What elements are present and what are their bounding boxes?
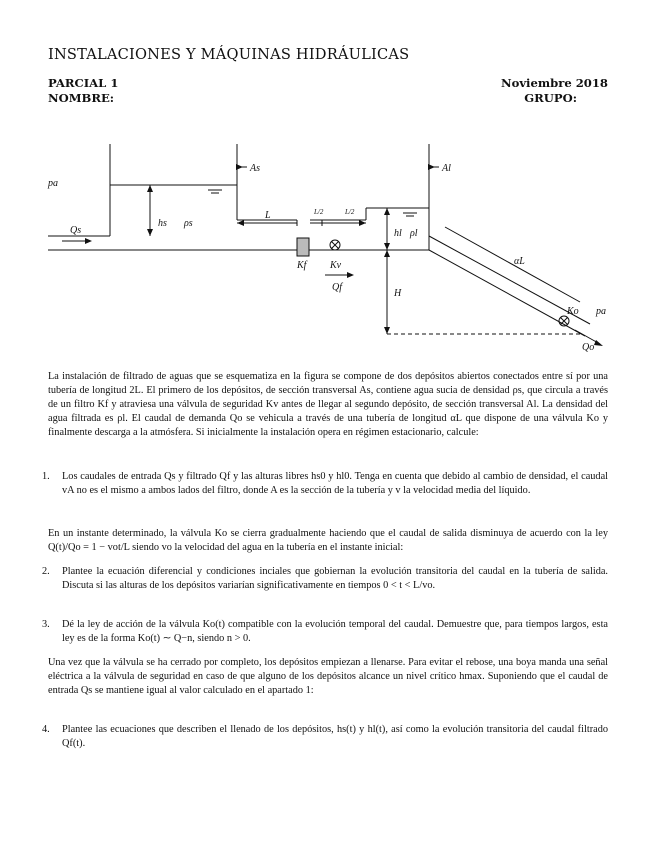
label-l: L bbox=[265, 210, 271, 221]
label-hl: hl bbox=[394, 228, 402, 239]
label-hs: hs bbox=[158, 218, 167, 229]
intro-paragraph: La instalación de filtrado de aguas que se esquematiza en la figura se compone de dos depósitos abiertos conectados entre sí por una tubería de longitud 2L. El primero de los depósitos, de sección transversal As, contiene agua sucia de densidad ρs, que circula a través de un filtro Kf y atraviesa una válvula de seguridad Kv antes de llegar al segundo depósito, de sección transversal Al. La densidad del agua filtrada es ρl. El caudal de demanda Qo se vehicula a través de una tubería de longitud αL que dispone de una válvula Ko y finalmente descarga a la atmósfera. Si inicialmente la instalación opera en régimen estacionario, calcule: bbox=[48, 371, 608, 438]
paragraph-3: Una vez que la válvula se ha cerrado por completo, los depósitos empiezan a llenarse. Para evitar el rebose, una boya manda una señal eléctrica a la válvula de seguridad en caso de que alguno de los depósitos alcance un nivel crítico hmax. Suponiendo que el caudal de entrada Qs se mantiene igual al valor calculado en el apartado 1: bbox=[48, 657, 608, 696]
label-as: As bbox=[250, 163, 260, 174]
qs-arrowhead bbox=[85, 238, 92, 244]
document-title: INSTALACIONES Y MÁQUINAS HIDRÁULICAS bbox=[48, 46, 410, 63]
outlet-pipe-top bbox=[429, 236, 590, 324]
qf-arrowhead bbox=[347, 272, 354, 278]
label-al: Al bbox=[442, 163, 451, 174]
label-l-half-1: L/2 bbox=[314, 208, 324, 216]
installation-diagram bbox=[0, 130, 655, 358]
alpha-l-dimension bbox=[445, 227, 580, 302]
question-text: Plantee la ecuación diferencial y condiciones inciales que gobiernan la evolución transitoria del caudal en la tubería de salida. Discuta si las alturas de los depósitos variarían significativamente en tiempos 0 < t < L/vo. bbox=[62, 566, 608, 591]
question-number: 3. bbox=[42, 619, 50, 630]
label-rhos: ρs bbox=[184, 218, 193, 229]
question-number: 1. bbox=[42, 471, 50, 482]
label-alpha-l: αL bbox=[514, 256, 525, 267]
paragraph-2: En un instante determinado, la válvula Ko se cierra gradualmente haciendo que el caudal de salida disminuya de acuerdo con la ley Q(t)/Qo = 1 − vot/L siendo vo la velocidad del agua en la tubería en el instante inicial: bbox=[48, 528, 608, 553]
label-l-half-2: L/2 bbox=[345, 208, 355, 216]
label-qf: Qf bbox=[332, 282, 342, 293]
question-1 bbox=[42, 470, 608, 498]
exam-date: Noviembre 2018 bbox=[500, 76, 608, 90]
label-qs: Qs bbox=[70, 225, 82, 236]
question-text: Dé la ley de acción de la válvula Ko(t) compatible con la evolución temporal del caudal. Demuestre que, para tiempos largos, esta ley es de la forma Ko(t) ∼ Q−n, siendo n > 0. bbox=[62, 619, 608, 644]
label-pa-left: pa bbox=[48, 178, 58, 189]
label-pa-right: pa bbox=[596, 306, 606, 317]
question-2 bbox=[42, 565, 608, 593]
question-number: 2. bbox=[42, 566, 50, 577]
filter-kf bbox=[297, 238, 309, 256]
label-ko: Ko bbox=[567, 306, 579, 317]
name-label: NOMBRE: bbox=[48, 91, 115, 105]
group-label: GRUPO: bbox=[524, 91, 577, 105]
question-text: Plantee las ecuaciones que describen el llenado de los depósitos, hs(t) y hl(t), así como la evolución transitoria del caudal filtrado Qf(t). bbox=[62, 724, 608, 749]
label-kf: Kf bbox=[297, 260, 307, 271]
question-text: Los caudales de entrada Qs y filtrado Qf y las alturas libres hs0 y hl0. Tenga en cuenta que debido al cambio de densidad, el caudal vA no es el mismo a ambos lados del filtro, donde A es la sección de la tubería y v la velocidad media del líquido. bbox=[62, 471, 608, 496]
label-h: H bbox=[394, 288, 402, 299]
exam-label: PARCIAL 1 bbox=[48, 76, 119, 90]
label-qo: Qo bbox=[582, 342, 595, 353]
question-number: 4. bbox=[42, 724, 50, 735]
question-4 bbox=[42, 723, 608, 751]
label-rhol: ρl bbox=[410, 228, 418, 239]
label-kv: Kv bbox=[330, 260, 342, 271]
question-3 bbox=[42, 618, 608, 646]
